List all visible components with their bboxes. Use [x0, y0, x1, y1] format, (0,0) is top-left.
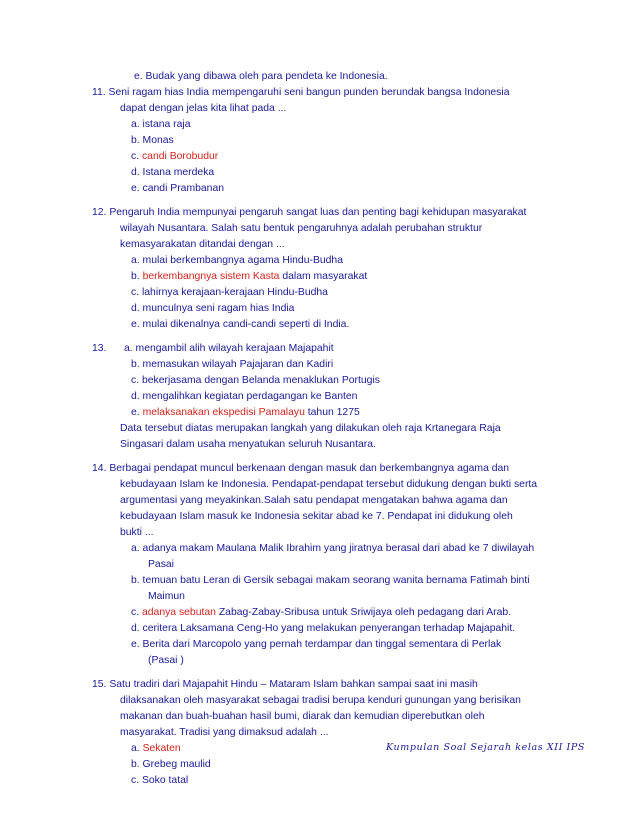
text-segment: argumentasi yang meyakinkan.Salah satu pendapat mengatakan bahwa agama dan — [120, 495, 508, 506]
text-segment: d. mengalihkan kegiatan perdagangan ke Banten — [131, 391, 358, 402]
text-segment: kemasyarakatan ditandai dengan ... — [120, 239, 285, 250]
text-line — [92, 678, 478, 692]
text-line — [131, 742, 181, 756]
text-line — [120, 222, 482, 236]
text-line — [124, 342, 334, 356]
text-segment: a. istana raja — [131, 119, 191, 130]
text-segment: kebudayaan Islam masuk ke Indonesia sekitar abad ke 7. Pendapat ini didukung oleh — [120, 511, 513, 522]
text-line — [148, 590, 185, 604]
answer-highlight: candi Borobudur — [141, 151, 219, 162]
text-segment: 13. — [92, 343, 107, 354]
text-segment: b. Monas — [131, 135, 174, 146]
text-segment: b. temuan batu Leran di Gersik sebagai makam seorang wanita bernama Fatimah binti — [131, 575, 530, 586]
text-segment: 12. Pengaruh India mempunyai pengaruh sangat luas dan penting bagi kehidupan masyarakat — [92, 207, 527, 218]
text-line — [131, 302, 294, 316]
text-line — [120, 694, 521, 708]
text-line — [131, 254, 343, 268]
text-line — [131, 758, 211, 772]
text-segment: makanan dan buah-buahan hasil bumi, diarak dan kemudian diperebutkan oleh — [120, 711, 485, 722]
text-line — [120, 494, 508, 508]
text-segment: bukti ... — [120, 527, 154, 538]
text-segment: c. lahirnya kerajaan-kerajaan Hindu-Budha — [131, 287, 328, 298]
answer-highlight: Sekaten — [142, 743, 181, 754]
text-segment: e. candi Prambanan — [131, 183, 224, 194]
text-line — [120, 438, 376, 452]
answer-highlight: berkembangnya sistem Kasta — [142, 271, 280, 282]
text-segment: (Pasai ) — [148, 655, 184, 666]
text-segment: Zabag-Zabay-Sribusa untuk Sriwijaya oleh pedagang dari Arab. — [215, 607, 512, 618]
text-line — [120, 710, 485, 724]
text-segment: a. — [131, 743, 143, 754]
text-segment: b. Grebeg maulid — [131, 759, 211, 770]
text-line — [120, 422, 501, 436]
text-line — [120, 526, 154, 540]
text-line — [120, 478, 537, 492]
text-segment: Maimun — [148, 591, 185, 602]
text-line — [148, 654, 184, 668]
text-segment: e. — [131, 407, 143, 418]
text-segment: 11. Seni ragam hias India mempengaruhi seni bangun punden berundak bangsa Indonesia — [92, 87, 510, 98]
text-line — [131, 182, 224, 196]
text-segment: d. ceritera Laksamana Ceng-Ho yang melakukan penyerangan terhadap Majapahit. — [131, 623, 516, 634]
text-line — [131, 118, 191, 132]
text-segment: 14. Berbagai pendapat muncul berkenaan dengan masuk dan berkembangnya agama dan — [92, 463, 510, 474]
text-line — [120, 102, 286, 116]
answer-highlight: adanya sebutan — [141, 607, 216, 618]
text-segment: e. Berita dari Marcopolo yang pernah terdampar dan tinggal sementara di Perlak — [131, 639, 502, 650]
text-segment: c. — [131, 607, 142, 618]
text-segment: wilayah Nusantara. Salah satu bentuk pengaruhnya adalah perubahan struktur — [120, 223, 483, 234]
text-line — [131, 270, 367, 284]
text-line — [131, 606, 511, 620]
text-line — [131, 774, 188, 788]
text-segment: c. Soko tatal — [131, 775, 189, 786]
text-segment: c. bekerjasama dengan Belanda menaklukan Portugis — [131, 375, 380, 386]
text-line — [131, 358, 333, 372]
text-line — [131, 406, 360, 420]
text-segment: Singasari dalam usaha menyatukan seluruh Nusantara. — [120, 439, 376, 450]
answer-highlight: melaksanakan ekspedisi Pamalayu — [142, 407, 305, 418]
text-segment: Pasai — [148, 559, 174, 570]
text-segment: kebudayaan Islam ke Indonesia. Pendapat-pendapat tersebut didukung dengan bukti serta — [120, 479, 538, 490]
text-segment: a. mulai berkembangnya agama Hindu-Budha — [131, 255, 343, 266]
text-segment: tahun 1275 — [304, 407, 360, 418]
text-line — [131, 134, 174, 148]
text-segment: d. Istana merdeka — [131, 167, 215, 178]
text-line — [131, 574, 530, 588]
text-line — [134, 70, 388, 84]
text-line — [120, 238, 285, 252]
text-line — [131, 150, 218, 164]
text-line — [131, 390, 357, 404]
text-line — [131, 622, 515, 636]
text-segment: masyarakat. Tradisi yang dimaksud adalah ... — [120, 727, 329, 738]
text-line — [131, 638, 501, 652]
text-line — [131, 166, 214, 180]
text-line — [131, 542, 534, 556]
text-segment: c. — [131, 151, 142, 162]
text-line — [92, 462, 509, 476]
text-segment: dapat dengan jelas kita lihat pada ... — [120, 103, 287, 114]
text-line — [92, 342, 106, 356]
page-footer: Kumpulan Soal Sejarah kelas XII IPS — [386, 742, 586, 753]
text-line — [148, 558, 174, 572]
text-line — [120, 510, 513, 524]
text-line — [131, 374, 380, 388]
text-segment: a. adanya makam Maulana Malik Ibrahim yang jiratnya berasal dari abad ke 7 diwilayah — [131, 543, 535, 554]
text-line — [131, 286, 328, 300]
text-segment: a. mengambil alih wilayah kerajaan Majapahit — [124, 343, 334, 354]
text-segment: b. — [131, 271, 143, 282]
text-line — [131, 318, 349, 332]
text-segment: d. munculnya seni ragam hias India — [131, 303, 295, 314]
text-segment: Data tersebut diatas merupakan langkah yang dilakukan oleh raja Krtanegara Raja — [120, 423, 501, 434]
text-line — [120, 726, 329, 740]
text-segment: e. mulai dikenalnya candi-candi seperti di India. — [131, 319, 350, 330]
text-segment: dalam masyarakat — [279, 271, 368, 282]
text-line — [92, 86, 509, 100]
text-segment: b. memasukan wilayah Pajajaran dan Kadiri — [131, 359, 334, 370]
text-segment: 15. Satu tradiri dari Majapahit Hindu – Mataram Islam bahkan sampai saat ini masih — [92, 679, 478, 690]
text-line — [92, 206, 526, 220]
text-segment: dilaksanakan oleh masyarakat sebagai tradisi berupa kenduri gunungan yang berisikan — [120, 695, 521, 706]
text-segment: e. Budak yang dibawa oleh para pendeta ke Indonesia. — [134, 71, 388, 82]
